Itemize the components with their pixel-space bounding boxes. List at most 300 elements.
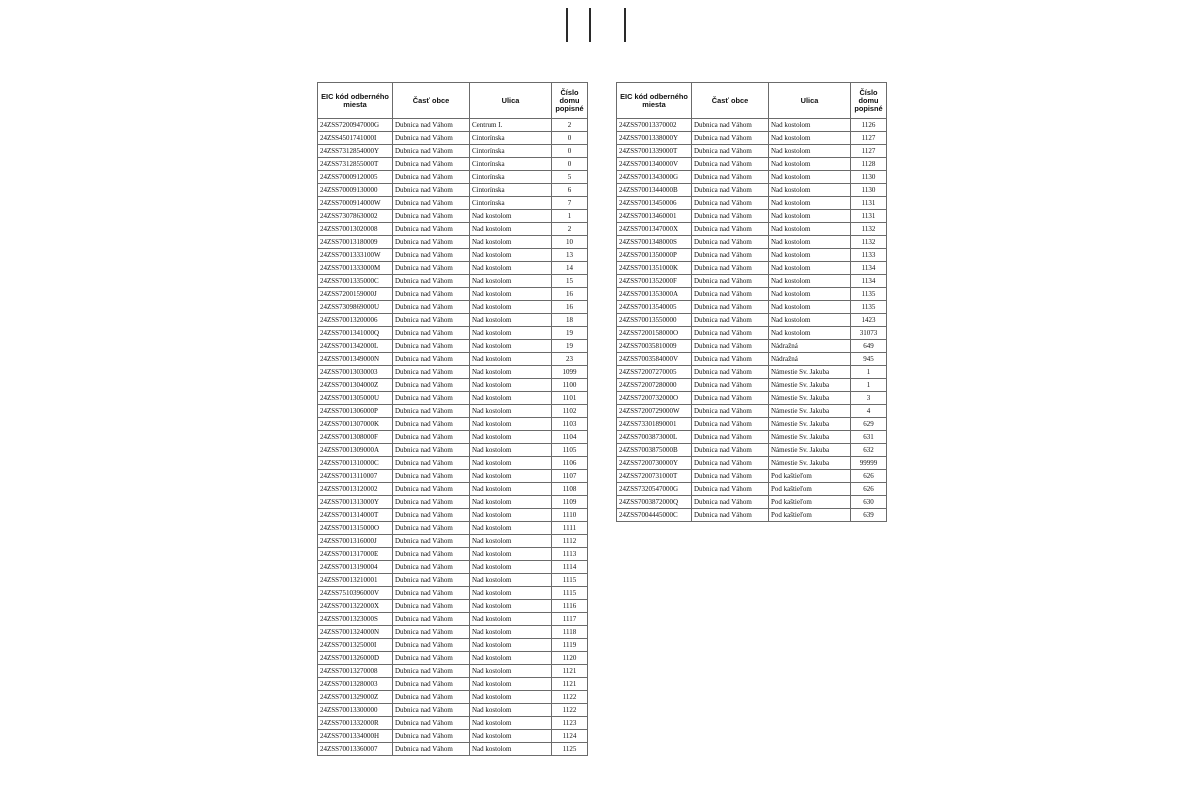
ulica-cell: Cintorínska [470, 132, 552, 145]
cislo-domu-cell: 2 [552, 119, 588, 132]
eic-code-cell: 24ZSS7001333100W [318, 249, 393, 262]
cast-obce-cell: Dubnica nad Váhom [393, 340, 470, 353]
cislo-domu-cell: 626 [851, 470, 887, 483]
eic-code-cell: 24ZSS73301890001 [617, 418, 692, 431]
table-row [617, 392, 887, 405]
cast-obce-cell: Dubnica nad Váhom [393, 470, 470, 483]
cast-obce-cell: Dubnica nad Váhom [393, 639, 470, 652]
ulica-cell: Nad kostolom [769, 132, 851, 145]
eic-code-cell: 24ZSS72007280000 [617, 379, 692, 392]
ulica-cell: Nad kostolom [470, 301, 552, 314]
cast-obce-cell: Dubnica nad Váhom [393, 691, 470, 704]
table-row [318, 236, 588, 249]
cislo-domu-cell: 945 [851, 353, 887, 366]
cislo-domu-cell: 2 [552, 223, 588, 236]
table-row [318, 405, 588, 418]
cislo-domu-cell: 1113 [552, 548, 588, 561]
table-row [617, 509, 887, 522]
eic-code-cell: 24ZSS70013210001 [318, 574, 393, 587]
table-row [318, 457, 588, 470]
cast-obce-cell: Dubnica nad Váhom [692, 223, 769, 236]
ulica-cell: Námestie Sv. Jakuba [769, 379, 851, 392]
table-row [318, 314, 588, 327]
header-row [617, 83, 887, 119]
table-row [617, 470, 887, 483]
cislo-domu-cell: 1124 [552, 730, 588, 743]
eic-code-cell: 24ZSS70013020008 [318, 223, 393, 236]
table-row [617, 379, 887, 392]
header-cast-obce: Časť obce [692, 83, 769, 119]
eic-code-cell: 24ZSS70013200006 [318, 314, 393, 327]
ulica-cell: Nad kostolom [769, 275, 851, 288]
eic-code-cell: 24ZSS7001309000A [318, 444, 393, 457]
ulica-cell: Nad kostolom [470, 418, 552, 431]
table-row [318, 613, 588, 626]
ulica-cell: Nad kostolom [470, 275, 552, 288]
ulica-cell: Nad kostolom [769, 158, 851, 171]
ulica-cell: Nad kostolom [470, 652, 552, 665]
eic-code-cell: 24ZSS7001314000T [318, 509, 393, 522]
cislo-domu-cell: 1118 [552, 626, 588, 639]
cislo-domu-cell: 1100 [552, 379, 588, 392]
cislo-domu-cell: 1128 [851, 158, 887, 171]
ulica-cell: Nad kostolom [769, 119, 851, 132]
eic-code-cell: 24ZSS70013110007 [318, 470, 393, 483]
cast-obce-cell: Dubnica nad Váhom [393, 418, 470, 431]
eic-code-cell: 24ZSS70013030003 [318, 366, 393, 379]
cast-obce-cell: Dubnica nad Váhom [692, 210, 769, 223]
ulica-cell: Námestie Sv. Jakuba [769, 405, 851, 418]
cast-obce-cell: Dubnica nad Váhom [692, 171, 769, 184]
eic-code-cell: 24ZSS7001339000T [617, 145, 692, 158]
table-row [318, 652, 588, 665]
eic-code-cell: 24ZSS7200729000W [617, 405, 692, 418]
eic-code-cell: 24ZSS7001348000S [617, 236, 692, 249]
cast-obce-cell: Dubnica nad Váhom [393, 652, 470, 665]
ulica-cell: Nad kostolom [470, 288, 552, 301]
ulica-cell: Nad kostolom [769, 236, 851, 249]
table-row [617, 405, 887, 418]
eic-code-cell: 24ZSS7001308000F [318, 431, 393, 444]
page-mark-bar [589, 8, 591, 42]
table-row [318, 353, 588, 366]
header-cislo-domu: Číslo domu popisné [851, 83, 887, 119]
cast-obce-cell: Dubnica nad Váhom [393, 522, 470, 535]
table-row [318, 535, 588, 548]
eic-code-cell: 24ZSS7200732000O [617, 392, 692, 405]
cislo-domu-cell: 99999 [851, 457, 887, 470]
cislo-domu-cell: 1134 [851, 262, 887, 275]
eic-code-cell: 24ZSS7001338000Y [617, 132, 692, 145]
ulica-cell: Nad kostolom [769, 314, 851, 327]
cislo-domu-cell: 630 [851, 496, 887, 509]
table-row [318, 509, 588, 522]
cast-obce-cell: Dubnica nad Váhom [393, 600, 470, 613]
cislo-domu-cell: 1104 [552, 431, 588, 444]
cislo-domu-cell: 1103 [552, 418, 588, 431]
eic-code-cell: 24ZSS7001315000O [318, 522, 393, 535]
header-cislo-domu: Číslo domu popisné [552, 83, 588, 119]
eic-code-cell: 24ZSS7001342000L [318, 340, 393, 353]
ulica-cell: Nad kostolom [470, 392, 552, 405]
eic-code-cell: 24ZSS7320547000G [617, 483, 692, 496]
ulica-cell: Nad kostolom [470, 249, 552, 262]
eic-code-cell: 24ZSS4501741000I [318, 132, 393, 145]
cislo-domu-cell: 1102 [552, 405, 588, 418]
cislo-domu-cell: 23 [552, 353, 588, 366]
table-row [617, 145, 887, 158]
cast-obce-cell: Dubnica nad Váhom [692, 158, 769, 171]
cislo-domu-cell: 1101 [552, 392, 588, 405]
cislo-domu-cell: 1111 [552, 522, 588, 535]
cast-obce-cell: Dubnica nad Váhom [393, 665, 470, 678]
ulica-cell: Nad kostolom [470, 587, 552, 600]
eic-code-cell: 24ZSS7001307000K [318, 418, 393, 431]
cast-obce-cell: Dubnica nad Váhom [692, 275, 769, 288]
cast-obce-cell: Dubnica nad Váhom [393, 405, 470, 418]
cast-obce-cell: Dubnica nad Váhom [393, 574, 470, 587]
cislo-domu-cell: 1099 [552, 366, 588, 379]
eic-code-cell: 24ZSS7003872000Q [617, 496, 692, 509]
ulica-cell: Nad kostolom [470, 600, 552, 613]
cast-obce-cell: Dubnica nad Váhom [692, 366, 769, 379]
eic-code-cell: 24ZSS7004445000C [617, 509, 692, 522]
eic-code-cell: 24ZSS7001344000B [617, 184, 692, 197]
cast-obce-cell: Dubnica nad Váhom [393, 184, 470, 197]
eic-code-cell: 24ZSS70013450006 [617, 197, 692, 210]
eic-code-cell: 24ZSS7001335000C [318, 275, 393, 288]
cislo-domu-cell: 16 [552, 288, 588, 301]
ulica-cell: Nad kostolom [470, 613, 552, 626]
cislo-domu-cell: 19 [552, 340, 588, 353]
cast-obce-cell: Dubnica nad Váhom [393, 119, 470, 132]
cast-obce-cell: Dubnica nad Váhom [692, 392, 769, 405]
cislo-domu-cell: 0 [552, 132, 588, 145]
cast-obce-cell: Dubnica nad Váhom [393, 301, 470, 314]
ulica-cell: Cintorínska [470, 145, 552, 158]
cislo-domu-cell: 1115 [552, 587, 588, 600]
cislo-domu-cell: 1130 [851, 171, 887, 184]
table-row [318, 587, 588, 600]
cast-obce-cell: Dubnica nad Váhom [393, 496, 470, 509]
cislo-domu-cell: 6 [552, 184, 588, 197]
eic-code-cell: 24ZSS70013370002 [617, 119, 692, 132]
ulica-cell: Nad kostolom [470, 353, 552, 366]
eic-code-cell: 24ZSS7001310000C [318, 457, 393, 470]
cislo-domu-cell: 5 [552, 171, 588, 184]
table-row [318, 301, 588, 314]
cislo-domu-cell: 1119 [552, 639, 588, 652]
table-row [318, 704, 588, 717]
table-row [318, 171, 588, 184]
ulica-cell: Nad kostolom [470, 496, 552, 509]
cast-obce-cell: Dubnica nad Váhom [692, 483, 769, 496]
cast-obce-cell: Dubnica nad Váhom [393, 288, 470, 301]
cast-obce-cell: Dubnica nad Váhom [393, 158, 470, 171]
eic-code-cell: 24ZSS7001304000Z [318, 379, 393, 392]
ulica-cell: Nad kostolom [470, 639, 552, 652]
cast-obce-cell: Dubnica nad Váhom [692, 496, 769, 509]
cislo-domu-cell: 1105 [552, 444, 588, 457]
table-row [318, 119, 588, 132]
ulica-cell: Cintorínska [470, 171, 552, 184]
cislo-domu-cell: 649 [851, 340, 887, 353]
table-row [318, 418, 588, 431]
cast-obce-cell: Dubnica nad Váhom [692, 405, 769, 418]
cast-obce-cell: Dubnica nad Váhom [692, 288, 769, 301]
cast-obce-cell: Dubnica nad Váhom [692, 236, 769, 249]
table-row [617, 457, 887, 470]
eic-code-cell: 24ZSS7001305000U [318, 392, 393, 405]
eic-code-cell: 24ZSS7001332000R [318, 717, 393, 730]
eic-code-cell: 24ZSS7309869000U [318, 301, 393, 314]
cislo-domu-cell: 1123 [552, 717, 588, 730]
cislo-domu-cell: 4 [851, 405, 887, 418]
table-row [617, 314, 887, 327]
cast-obce-cell: Dubnica nad Váhom [692, 314, 769, 327]
ulica-cell: Nad kostolom [470, 457, 552, 470]
cislo-domu-cell: 1117 [552, 613, 588, 626]
cislo-domu-cell: 1131 [851, 197, 887, 210]
ulica-cell: Nad kostolom [769, 288, 851, 301]
table-row [318, 600, 588, 613]
ulica-cell: Nad kostolom [470, 405, 552, 418]
table-row [318, 626, 588, 639]
cast-obce-cell: Dubnica nad Váhom [393, 275, 470, 288]
ulica-cell: Pod kaštieľom [769, 483, 851, 496]
cast-obce-cell: Dubnica nad Váhom [692, 457, 769, 470]
table-row [318, 496, 588, 509]
ulica-cell: Pod kaštieľom [769, 470, 851, 483]
cast-obce-cell: Dubnica nad Váhom [692, 301, 769, 314]
table-row [318, 249, 588, 262]
cast-obce-cell: Dubnica nad Váhom [692, 418, 769, 431]
cislo-domu-cell: 626 [851, 483, 887, 496]
cast-obce-cell: Dubnica nad Váhom [692, 197, 769, 210]
eic-code-cell: 24ZSS7001334000H [318, 730, 393, 743]
ulica-cell: Námestie Sv. Jakuba [769, 444, 851, 457]
cast-obce-cell: Dubnica nad Váhom [393, 626, 470, 639]
ulica-cell: Nad kostolom [470, 626, 552, 639]
cislo-domu-cell: 15 [552, 275, 588, 288]
table-row [617, 132, 887, 145]
ulica-cell: Nad kostolom [769, 197, 851, 210]
eic-code-cell: 24ZSS7001343000G [617, 171, 692, 184]
eic-code-cell: 24ZSS70013550000 [617, 314, 692, 327]
table-row [318, 275, 588, 288]
table-row [617, 249, 887, 262]
table-row [617, 340, 887, 353]
page-mark-bar [566, 8, 568, 42]
eic-code-cell: 24ZSS7312854000Y [318, 145, 393, 158]
table-row [617, 262, 887, 275]
table-row [318, 691, 588, 704]
cislo-domu-cell: 18 [552, 314, 588, 327]
cast-obce-cell: Dubnica nad Váhom [393, 210, 470, 223]
cast-obce-cell: Dubnica nad Váhom [393, 366, 470, 379]
ulica-cell: Pod kaštieľom [769, 496, 851, 509]
table-body [617, 119, 887, 522]
ulica-cell: Nad kostolom [470, 665, 552, 678]
table-row [617, 301, 887, 314]
cislo-domu-cell: 1 [552, 210, 588, 223]
ulica-cell: Nad kostolom [470, 340, 552, 353]
table-row [318, 223, 588, 236]
ulica-cell: Nad kostolom [470, 691, 552, 704]
eic-code-cell: 24ZSS73078630002 [318, 210, 393, 223]
table-row [318, 483, 588, 496]
cast-obce-cell: Dubnica nad Váhom [692, 340, 769, 353]
cast-obce-cell: Dubnica nad Váhom [393, 145, 470, 158]
ulica-cell: Nad kostolom [470, 431, 552, 444]
table-row [318, 639, 588, 652]
table-row [318, 262, 588, 275]
table-row [617, 119, 887, 132]
table-row [318, 522, 588, 535]
header-cast-obce: Časť obce [393, 83, 470, 119]
eic-table-left [317, 82, 588, 756]
ulica-cell: Nad kostolom [769, 184, 851, 197]
header-ulica: Ulica [769, 83, 851, 119]
table-row [318, 470, 588, 483]
cast-obce-cell: Dubnica nad Váhom [692, 431, 769, 444]
eic-table-right [616, 82, 887, 522]
header-eic: EIC kód odberného miesta [318, 83, 393, 119]
cast-obce-cell: Dubnica nad Váhom [393, 483, 470, 496]
cislo-domu-cell: 1108 [552, 483, 588, 496]
eic-code-cell: 24ZSS72007270005 [617, 366, 692, 379]
eic-code-cell: 24ZSS7001326000D [318, 652, 393, 665]
ulica-cell: Námestie Sv. Jakuba [769, 366, 851, 379]
cast-obce-cell: Dubnica nad Váhom [393, 223, 470, 236]
ulica-cell: Nad kostolom [470, 678, 552, 691]
cislo-domu-cell: 1 [851, 366, 887, 379]
cast-obce-cell: Dubnica nad Váhom [692, 132, 769, 145]
eic-code-cell: 24ZSS7001349000N [318, 353, 393, 366]
cast-obce-cell: Dubnica nad Váhom [393, 457, 470, 470]
cislo-domu-cell: 1423 [851, 314, 887, 327]
table-row [617, 197, 887, 210]
eic-code-cell: 24ZSS70013280003 [318, 678, 393, 691]
table-row [617, 431, 887, 444]
cislo-domu-cell: 639 [851, 509, 887, 522]
eic-code-cell: 24ZSS7000914000W [318, 197, 393, 210]
cislo-domu-cell: 632 [851, 444, 887, 457]
eic-code-cell: 24ZSS7001306000P [318, 405, 393, 418]
eic-code-cell: 24ZSS7001340000V [617, 158, 692, 171]
ulica-cell: Námestie Sv. Jakuba [769, 392, 851, 405]
cislo-domu-cell: 1126 [851, 119, 887, 132]
table-row [617, 366, 887, 379]
cislo-domu-cell: 1135 [851, 288, 887, 301]
cislo-domu-cell: 1130 [851, 184, 887, 197]
eic-code-cell: 24ZSS7001313000Y [318, 496, 393, 509]
cast-obce-cell: Dubnica nad Váhom [692, 509, 769, 522]
cast-obce-cell: Dubnica nad Váhom [393, 613, 470, 626]
eic-code-cell: 24ZSS7001353000A [617, 288, 692, 301]
cast-obce-cell: Dubnica nad Váhom [393, 587, 470, 600]
table-row [617, 236, 887, 249]
eic-code-cell: 24ZSS7001325000I [318, 639, 393, 652]
table-row [318, 288, 588, 301]
table-row [617, 418, 887, 431]
table-row [318, 197, 588, 210]
table-row [617, 184, 887, 197]
eic-code-cell: 24ZSS70009120005 [318, 171, 393, 184]
eic-code-cell: 24ZSS7003873000L [617, 431, 692, 444]
table-row [318, 548, 588, 561]
eic-code-cell: 24ZSS70013120002 [318, 483, 393, 496]
ulica-cell: Nad kostolom [470, 223, 552, 236]
cast-obce-cell: Dubnica nad Váhom [393, 262, 470, 275]
cislo-domu-cell: 1122 [552, 691, 588, 704]
ulica-cell: Nad kostolom [470, 483, 552, 496]
table-row [617, 444, 887, 457]
ulica-cell: Nad kostolom [470, 210, 552, 223]
eic-code-cell: 24ZSS7200158000O [617, 327, 692, 340]
eic-code-cell: 24ZSS70009130000 [318, 184, 393, 197]
ulica-cell: Cintorínska [470, 184, 552, 197]
eic-code-cell: 24ZSS70013360007 [318, 743, 393, 756]
table-row [318, 561, 588, 574]
ulica-cell: Nad kostolom [470, 509, 552, 522]
cast-obce-cell: Dubnica nad Váhom [393, 431, 470, 444]
eic-code-cell: 24ZSS70013460001 [617, 210, 692, 223]
cast-obce-cell: Dubnica nad Váhom [692, 145, 769, 158]
cislo-domu-cell: 31073 [851, 327, 887, 340]
eic-code-cell: 24ZSS7200159000J [318, 288, 393, 301]
cislo-domu-cell: 0 [552, 158, 588, 171]
eic-code-cell: 24ZSS70013300000 [318, 704, 393, 717]
cislo-domu-cell: 1110 [552, 509, 588, 522]
table-row [318, 210, 588, 223]
header-ulica: Ulica [470, 83, 552, 119]
eic-code-cell: 24ZSS7200947000G [318, 119, 393, 132]
eic-code-cell: 24ZSS70013190004 [318, 561, 393, 574]
table-row [318, 730, 588, 743]
eic-code-cell: 24ZSS70035810009 [617, 340, 692, 353]
cislo-domu-cell: 1134 [851, 275, 887, 288]
eic-code-cell: 24ZSS7001323000S [318, 613, 393, 626]
cislo-domu-cell: 1131 [851, 210, 887, 223]
cast-obce-cell: Dubnica nad Váhom [393, 743, 470, 756]
cislo-domu-cell: 14 [552, 262, 588, 275]
cislo-domu-cell: 1120 [552, 652, 588, 665]
cast-obce-cell: Dubnica nad Váhom [393, 236, 470, 249]
eic-code-cell: 24ZSS7001324000N [318, 626, 393, 639]
table-row [318, 743, 588, 756]
table-row [318, 327, 588, 340]
ulica-cell: Nad kostolom [769, 223, 851, 236]
cislo-domu-cell: 7 [552, 197, 588, 210]
eic-code-cell: 24ZSS7003875000B [617, 444, 692, 457]
ulica-cell: Nad kostolom [470, 743, 552, 756]
ulica-cell: Nad kostolom [470, 236, 552, 249]
cast-obce-cell: Dubnica nad Váhom [393, 171, 470, 184]
table-row [318, 184, 588, 197]
cast-obce-cell: Dubnica nad Váhom [692, 470, 769, 483]
eic-code-cell: 24ZSS7001341000Q [318, 327, 393, 340]
cislo-domu-cell: 1109 [552, 496, 588, 509]
cast-obce-cell: Dubnica nad Váhom [692, 444, 769, 457]
ulica-cell: Nad kostolom [470, 327, 552, 340]
cislo-domu-cell: 1127 [851, 145, 887, 158]
cast-obce-cell: Dubnica nad Váhom [393, 548, 470, 561]
table-row [318, 717, 588, 730]
cislo-domu-cell: 1135 [851, 301, 887, 314]
cast-obce-cell: Dubnica nad Váhom [393, 704, 470, 717]
ulica-cell: Nad kostolom [769, 249, 851, 262]
